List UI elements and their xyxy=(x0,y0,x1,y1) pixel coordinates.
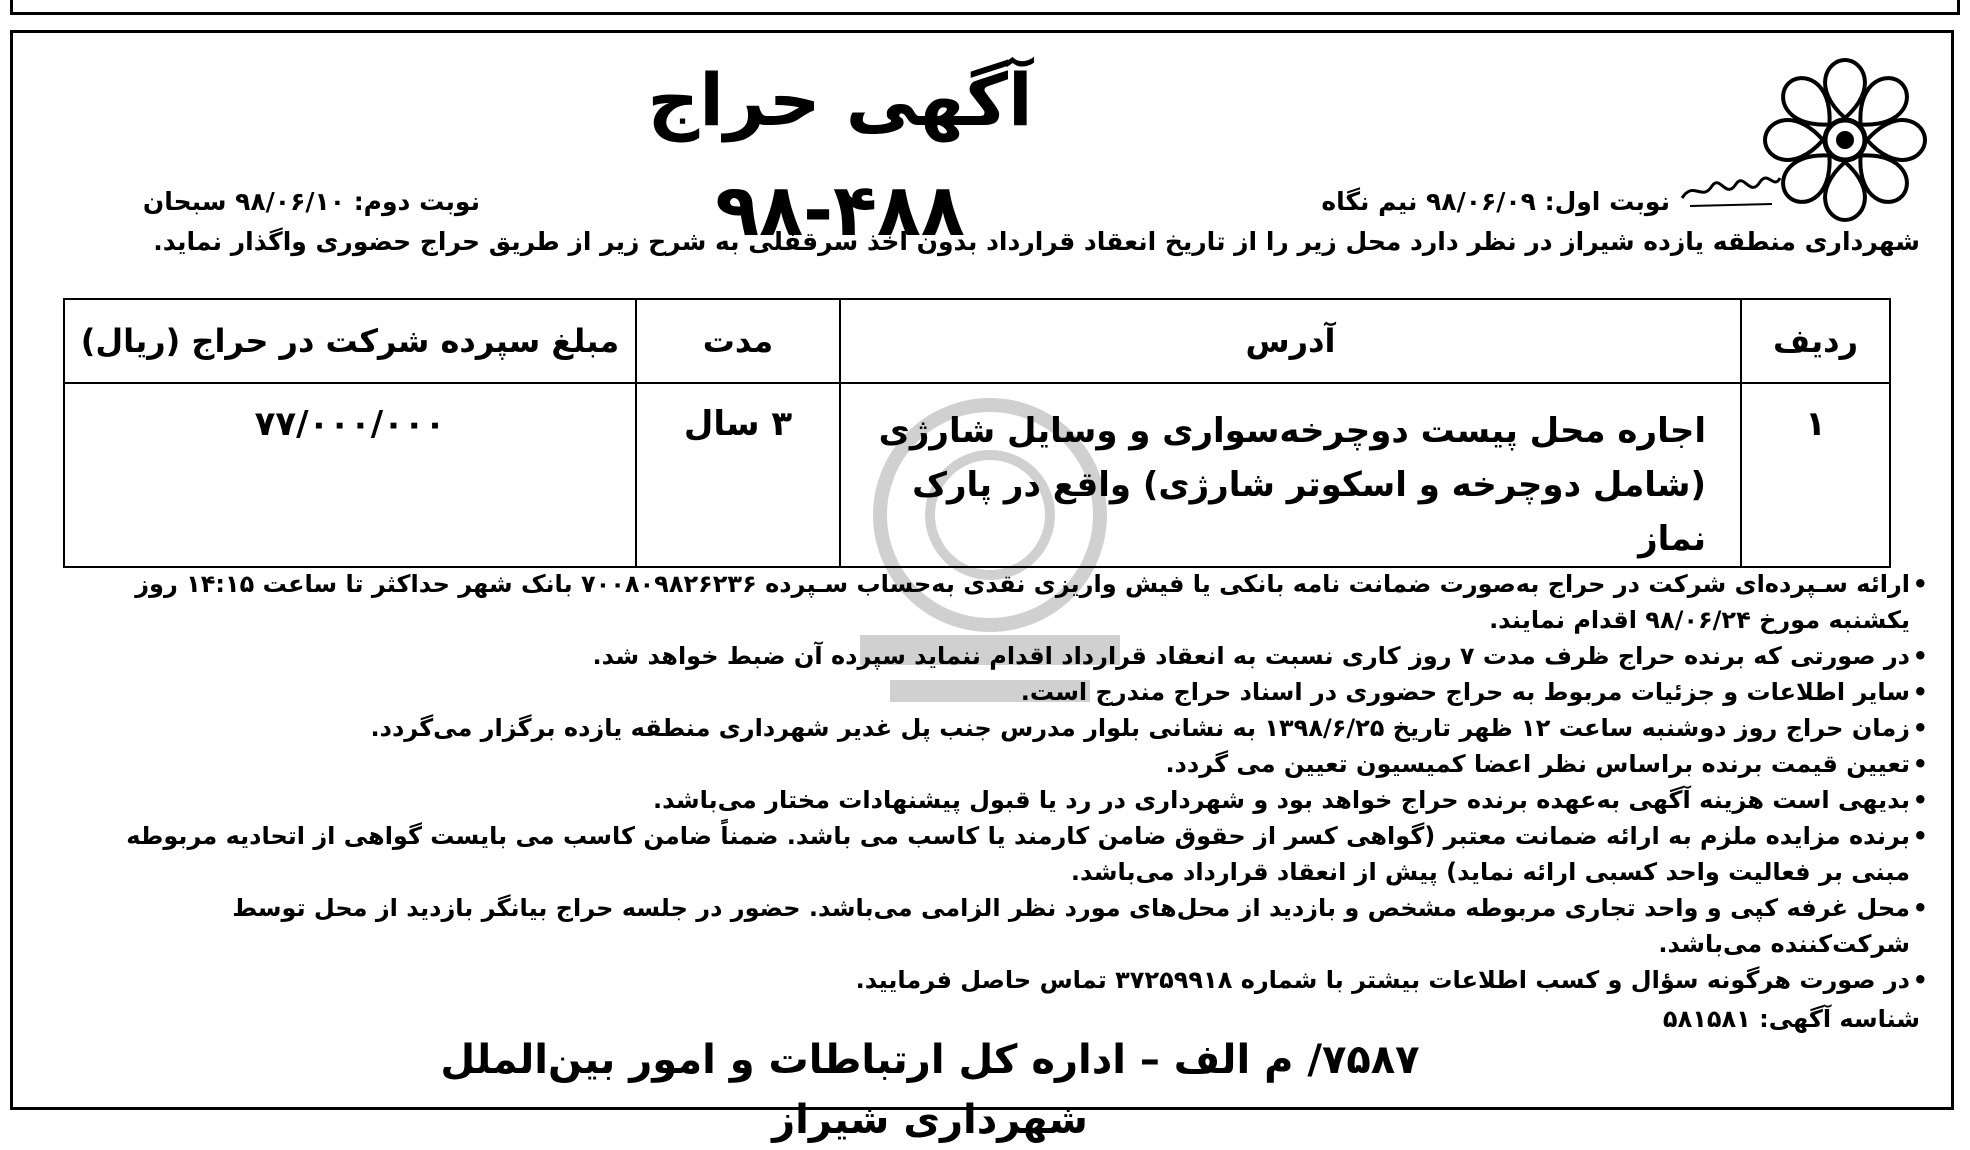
table-header-row xyxy=(64,299,1890,383)
shiraz-municipality-signature xyxy=(1676,160,1786,212)
previous-ad-border xyxy=(10,0,1960,15)
cell-address xyxy=(840,383,1741,567)
condition-item: • بدیهی است هزینه آگهی به‌عهده برنده حراج خواهد بود و شهرداری در رد یا قبول پیشنهادات مختار می‌باشد. xyxy=(100,782,1928,818)
condition-item: • در صورتی که برنده حراج ظرف مدت ۷ روز کاری نسبت به انعقاد قرارداد اقدام ننماید سپرده آن ضبط خواهد شد. xyxy=(100,638,1928,674)
header-deposit-amount: مبلغ سپرده شرکت در حراج (ریال) xyxy=(64,299,636,383)
ad-identifier: شناسه آگهی: ۵۸۱۵۸۱ xyxy=(1662,1005,1920,1033)
header-row-number: ردیف xyxy=(1741,299,1890,383)
conditions-list xyxy=(100,566,1928,998)
condition-item: • محل غرفه کپی و واحد تجاری مربوطه مشخص و بازدید از محل‌های مورد نظر الزامی می‌باشد. حضور در جلسه حراج بیانگر بازدید از محل توسط شرکت‌کننده می‌باشد. xyxy=(100,890,1928,962)
condition-item: • زمان حراج روز دوشنبه ساعت ۱۲ ظهر تاریخ ۱۳۹۸/۶/۲۵ به نشانی بلوار مدرس جنب پل غدیر شهرداری منطقه یازده برگزار می‌گردد. xyxy=(100,710,1928,746)
intro-paragraph: شهرداری منطقه یازده شیراز در نظر دارد محل زیر را از تاریخ انعقاد قرارداد بدون اخذ سرقفلی به شرح زیر از طریق حراج حضوری واگذار نماید. xyxy=(153,227,1920,256)
cell-row-number: ۱ xyxy=(1741,383,1890,567)
condition-item: • برنده مزایده ملزم به ارائه ضمانت معتبر (گواهی کسر از حقوق ضامن کارمند یا کاسب می باشد. ضمناً ضامن کاسب می بایست گواهی از اتحادیه مربوطه مبنی بر فعالیت واحد کسبی ارائه نماید) پیش از انعقاد قرارداد می‌باشد. xyxy=(100,818,1928,890)
address-line-2: (شامل دوچرخه و اسکوتر شارژی) واقع در پارک نماز xyxy=(912,465,1706,559)
first-publication-turn: نوبت اول: ۹۸/۰۶/۰۹ نیم نگاه xyxy=(1321,187,1670,216)
second-publication-turn: نوبت دوم: ۹۸/۰۶/۱۰ سبحان xyxy=(142,187,480,216)
cell-duration: ۳ سال xyxy=(636,383,840,567)
ad-footer-publisher: ۷۵۸۷/ م الف – اداره کل ارتباطات و امور بین‌الملل شهرداری شیراز xyxy=(440,1037,1420,1143)
address-line-1: اجاره محل پیست دوچرخه‌سواری و وسایل شارژی xyxy=(878,411,1706,451)
condition-item: • سایر اطلاعات و جزئیات مربوط به حراج حضوری در اسناد حراج مندرج است. xyxy=(100,674,1928,710)
condition-item: • در صورت هرگونه سؤال و کسب اطلاعات بیشتر با شماره ۳۷۲۵۹۹۱۸ تماس حاصل فرمایید. xyxy=(100,962,1928,998)
table-row xyxy=(64,383,1890,567)
header-duration: مدت xyxy=(636,299,840,383)
header-address: آدرس xyxy=(840,299,1741,383)
condition-item: • ارائه سـپرده‌ای شرکت در حراج به‌صورت ضمانت نامه بانکی یا فیش واریزی نقدی به‌حساب سـپرده ۷۰۰۸۰۹۸۲۶۲۳۶ بانک شهر حداکثر تا ساعت ۱۴:۱۵ روز یکشنبه مورخ ۹۸/۰۶/۲۴ اقدام نمایند. xyxy=(100,566,1928,638)
ad-title: آگهی حراج ۴۸۸-۹۸ xyxy=(647,58,1033,252)
condition-item: • تعیین قیمت برنده براساس نظر اعضا کمیسیون تعیین می گردد. xyxy=(100,746,1928,782)
auction-table xyxy=(63,298,1891,568)
cell-deposit-amount: ۷۷/۰۰۰/۰۰۰ xyxy=(64,383,636,567)
